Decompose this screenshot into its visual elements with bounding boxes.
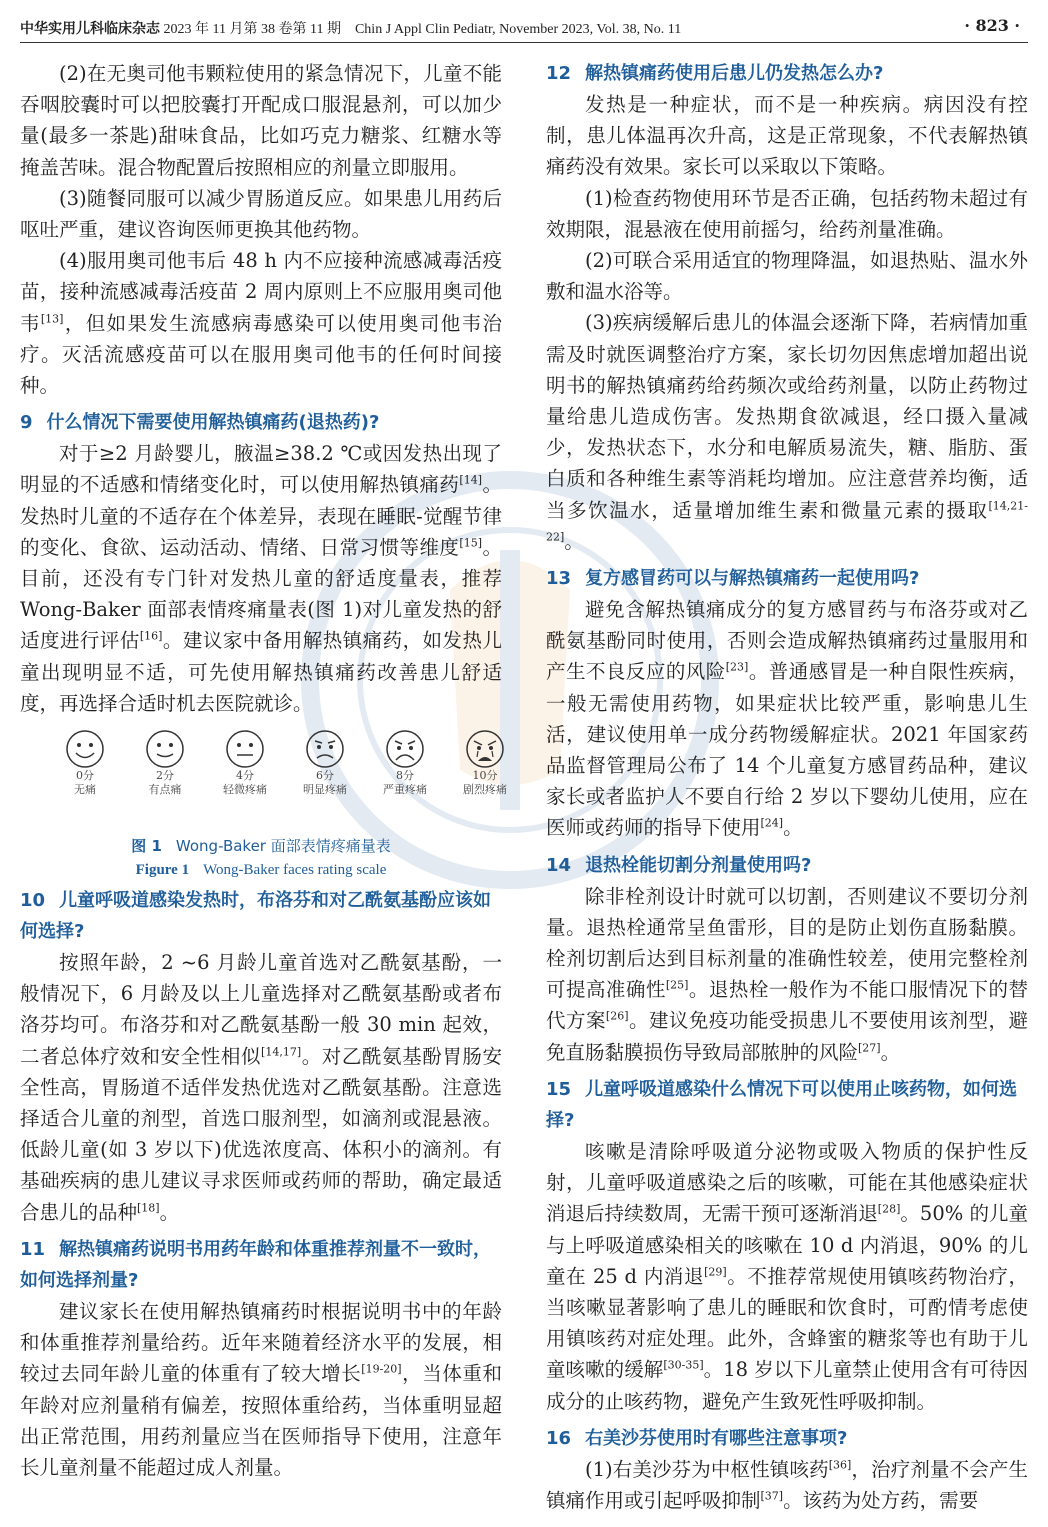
section-heading-13: 13 复方感冒药可以与解热镇痛药一起使用吗? — [546, 568, 920, 590]
paragraph: 发热是一种症状，而不是一种疾病。病因没有控制，患儿体温再次升高，这是正常现象，不代表解热镇痛药没有效果。家长可以采取以下策略。 — [546, 93, 1028, 179]
figure-caption-en: Figure 1 Wong-Baker faces rating scale — [135, 862, 387, 879]
citation: [36] — [828, 1458, 852, 1472]
citation: [15] — [459, 536, 482, 550]
journal-issue-cn: 2023 年 11 月第 38 卷第 11 期 — [163, 22, 341, 37]
paragraph: 建议家长在使用解热镇痛药时根据说明书中的年龄和体重推荐剂量给药。近年来随着经济水平的发展，相较过去同年龄儿童的体重有了较大增长[19-20]，当体重和年龄对应剂量稍有偏差，按照体重给药，当体重明显超出正常范围，用药剂量应当在医师指导下使用，注意年长儿童剂量不能超过成人剂量。 — [20, 1299, 502, 1479]
paragraph: 避免含解热镇痛成分的复方感冒药与布洛芬或对乙酰氨基酚同时使用，否则会造成解热镇痛药过量服用和产生不良反应的风险[23]。普通感冒是一种自限性疾病，一般无需使用药物，如果症状比较严重，影响患儿生活，建议使用单一成分药物缓解症状。2021 年国家药品监督管理局公布了 14 个儿童复方感冒药品种，建议家长或者监护人不要自行给 2 岁以下婴幼儿使用，应在医师或药师的指导下使用[24]。 — [546, 598, 1028, 840]
slight-smile-face-icon — [145, 729, 185, 769]
page-number: · 823 · — [964, 16, 1020, 35]
paragraph: (1)检查药物使用环节是否正确，包括药物未超过有效期限，混悬液在使用前摇匀，给药剂量准确。 — [546, 186, 1028, 241]
figure-caption-cn: 图 1 Wong-Baker 面部表情疼痛量表 — [131, 837, 391, 856]
paragraph: 按照年龄，2 ~6 月龄儿童首选对乙酰氨基酚，一般情况下，6 月龄及以上儿童选择对乙酰氨基酚或者布洛芬均可。布洛芬和对乙酰氨基酚一般 30 min 起效，二者总体疗效和安全性相似[14,17]。对乙酰氨基酚胃肠安全性高，胃肠道不适伴发热优选对乙酰氨基酚。注意选择适合儿童的剂型，首选口服剂型，如滴剂或混悬液。低龄儿童(如 3 岁以下)优选浓度高、体积小的滴剂。有基础疾病的患儿建议寻求医师或药师的帮助，确定最适合患儿的品种[18]。 — [20, 951, 502, 1224]
paragraph: (4)服用奥司他韦后 48 h 内不应接种流感减毒活疫苗，接种流感减毒活疫苗 2 周内原则上不应服用奥司他韦[13]，但如果发生流感病毒感染可以使用奥司他韦治疗。灭活流感疫苗可以在服用奥司他韦的任何时间接种。 — [20, 249, 502, 398]
journal-name-cn: 中华实用儿科临床杂志 — [20, 21, 160, 37]
paragraph: (3)随餐同服可以减少胃肠道反应。如果患儿用药后呕吐严重，建议咨询医师更换其他药物。 — [20, 186, 502, 242]
page-header — [20, 14, 1028, 43]
very-sad-face-icon — [385, 729, 425, 769]
face-10: 10分 剧烈疼痛 — [440, 729, 530, 797]
citation: [25] — [665, 978, 689, 992]
citation: [28] — [877, 1202, 901, 1216]
paragraph: (3)疾病缓解后患儿的体温会逐渐下降，若病情加重需及时就医调整治疗方案，家长切勿因焦虑增加超出说明书的解热镇痛药给药频次或给药剂量，以防止药物过量给患儿造成伤害。发热期食欲减退，经口摄入量减少，发热状态下，水分和电解质易流失，糖、脂肪、蛋白质和各种维生素等消耗均增加。应注意营养均衡，适当多饮温水，适量增加维生素和微量元素的摄取[14,21-22]。 — [546, 311, 1028, 553]
citation: [37] — [760, 1489, 784, 1503]
section-heading-10: 10 儿童呼吸道感染发热时，布洛芬和对乙酰氨基酚应该如何选择? — [20, 890, 492, 943]
crying-face-icon — [465, 729, 505, 769]
citation: [27] — [858, 1041, 881, 1055]
citation: [26] — [605, 1009, 629, 1023]
citation: [23] — [725, 660, 749, 674]
citation: [14,17] — [261, 1045, 302, 1059]
right-column — [546, 58, 1028, 1516]
figure-1 — [20, 729, 507, 879]
citation: [18] — [137, 1201, 160, 1215]
section-heading-14: 14 退热栓能切割分剂量使用吗? — [546, 854, 812, 876]
section-heading-9: 9 什么情况下需要使用解热镇痛药(退热药)? — [20, 412, 380, 434]
face-0: 0分 无痛 — [40, 729, 130, 797]
citation: [30-35] — [663, 1358, 704, 1372]
section-heading-15: 15 儿童呼吸道感染什么情况下可以使用止咳药物，如何选择? — [546, 1078, 1018, 1131]
face-8: 8分 严重疼痛 — [360, 729, 450, 797]
faces-scale — [20, 729, 507, 817]
sad-face-icon — [305, 729, 345, 769]
neutral-face-icon — [225, 729, 265, 769]
paragraph: (1)右美沙芬为中枢性镇咳药[36]，治疗剂量不会产生镇痛作用或引起呼吸抑制[37]。该药为处方药，需要 — [546, 1457, 1028, 1512]
paragraph: 除非栓剂设计时就可以切割，否则建议不要切分剂量。退热栓通常呈鱼雷形，目的是防止划伤直肠黏膜。栓剂切割后达到目标剂量的准确性较差，使用完整栓剂可提高准确性[25]。退热栓一般作为不能口服情况下的替代方案[26]。建议免疫功能受损患儿不要使用该剂型，避免直肠黏膜损伤导致局部脓肿的风险[27]。 — [546, 884, 1028, 1064]
citation: [14,21-22] — [546, 499, 1028, 544]
section-heading-16: 16 右美沙芬使用时有哪些注意事项? — [546, 1427, 848, 1449]
smiling-face-icon — [65, 729, 105, 769]
left-column — [20, 58, 507, 1483]
citation: [13] — [40, 312, 64, 326]
citation: [14] — [459, 473, 482, 487]
face-4: 4分 轻微疼痛 — [200, 729, 290, 797]
face-2: 2分 有点痛 — [120, 729, 210, 797]
citation: [24] — [760, 816, 784, 830]
citation: [19-20] — [361, 1362, 402, 1376]
citation: [29] — [704, 1265, 727, 1279]
paragraph: (2)可联合采用适宜的物理降温，如退热贴、温水外敷和温水浴等。 — [546, 249, 1028, 304]
paragraph: 咳嗽是清除呼吸道分泌物或吸入物质的保护性反射，儿童呼吸道感染之后的咳嗽，可能在其他感染症状消退后持续数周，无需干预可逐渐消退[28]。50% 的儿童与上呼吸道感染相关的咳嗽在 10 d 内消退，90% 的儿童在 25 d 内消退[29]。不推荐常规使用镇咳药物治疗，当咳嗽显著影响了患儿的睡眠和饮食时，可酌情考虑使用镇咳药对症处理。此外，含蜂蜜的糖浆等也有助于儿童咳嗽的缓解[30-35]。18 岁以下儿童禁止使用含有可待因成分的止咳药物，避免产生致死性呼吸抑制。 — [546, 1139, 1028, 1413]
paragraph: 对于≥2 月龄婴儿，腋温≥38.2 ℃或因发热出现了明显的不适感和情绪变化时，可以使用解热镇痛药[14]。发热时儿童的不适存在个体差异，表现在睡眠-觉醒节律的变化、食欲、运动活动、情绪、日常习惯等维度[15]。目前，还没有专门针对发热儿童的舒适度量表，推荐 Wong-Baker 面部表情疼痛量表(图 1)对儿童发热的舒适度进行评估[16]。建议家中备用解热镇痛药，如发热儿童出现明显不适，可先使用解热镇痛药改善患儿舒适度，再选择合适时机去医院就诊。 — [20, 442, 502, 715]
section-heading-12: 12 解热镇痛药使用后患儿仍发热怎么办? — [546, 63, 884, 84]
face-6: 6分 明显疼痛 — [280, 729, 370, 797]
section-heading-11: 11 解热镇痛药说明书用药年龄和体重推荐剂量不一致时，如何选择剂量? — [20, 1238, 492, 1291]
header-journal — [20, 18, 681, 38]
citation: [16] — [139, 629, 163, 643]
journal-name-en: Chin J Appl Clin Pediatr, November 2023, Vol. 38, No. 11 — [354, 22, 682, 37]
paragraph: (2)在无奥司他韦颗粒使用的紧急情况下，儿童不能吞咽胶囊时可以把胶囊打开配成口服混悬剂，可以加少量(最多一茶匙)甜味食品，比如巧克力糖浆、红糖水等掩盖苦味。混合物配置后按照相应的剂量立即服用。 — [20, 62, 502, 179]
